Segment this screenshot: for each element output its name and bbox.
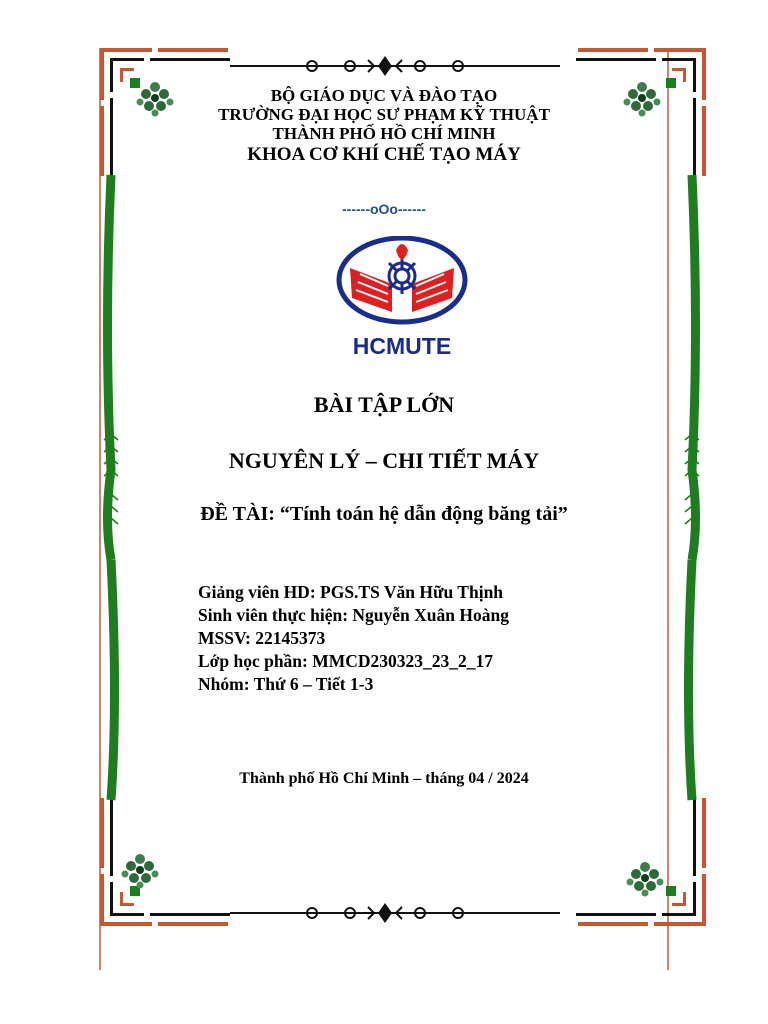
city-title: THÀNH PHỐ HỒ CHÍ MINH — [272, 124, 496, 143]
student-id-line: MSSV: 22145373 — [198, 628, 326, 648]
student-line: Sinh viên thực hiện: Nguyễn Xuân Hoàng — [198, 605, 509, 625]
place-date: Thành phố Hồ Chí Minh – tháng 04 / 2024 — [239, 770, 529, 787]
lecturer-line: Giảng viên HD: PGS.TS Văn Hữu Thịnh — [198, 582, 504, 602]
topic-title: ĐỀ TÀI: “Tính toán hệ dẫn động băng tải” — [200, 503, 568, 525]
report-type-title: BÀI TẬP LỚN — [313, 392, 455, 417]
subject-title: NGUYÊN LÝ – CHI TIẾT MÁY — [228, 448, 540, 473]
right-vine — [685, 175, 699, 800]
left-vine — [104, 175, 118, 800]
university-title: TRƯỜNG ĐẠI HỌC SƯ PHẠM KỸ THUẬT — [218, 105, 550, 124]
faculty-title: KHOA CƠ KHÍ CHẾ TẠO MÁY — [247, 144, 521, 165]
hcmute-logo-icon — [330, 236, 474, 360]
svg-text:HCMUTE: HCMUTE — [352, 333, 452, 359]
ministry-title: BỘ GIÁO DỤC VÀ ĐÀO TẠO — [270, 86, 498, 105]
separator: ------oOo------ — [342, 201, 426, 217]
top-ornament — [230, 56, 560, 76]
bottom-ornament — [230, 903, 560, 923]
group-line: Nhóm: Thứ 6 – Tiết 1-3 — [198, 674, 374, 694]
class-line: Lớp học phần: MMCD230323_23_2_17 — [198, 651, 494, 671]
